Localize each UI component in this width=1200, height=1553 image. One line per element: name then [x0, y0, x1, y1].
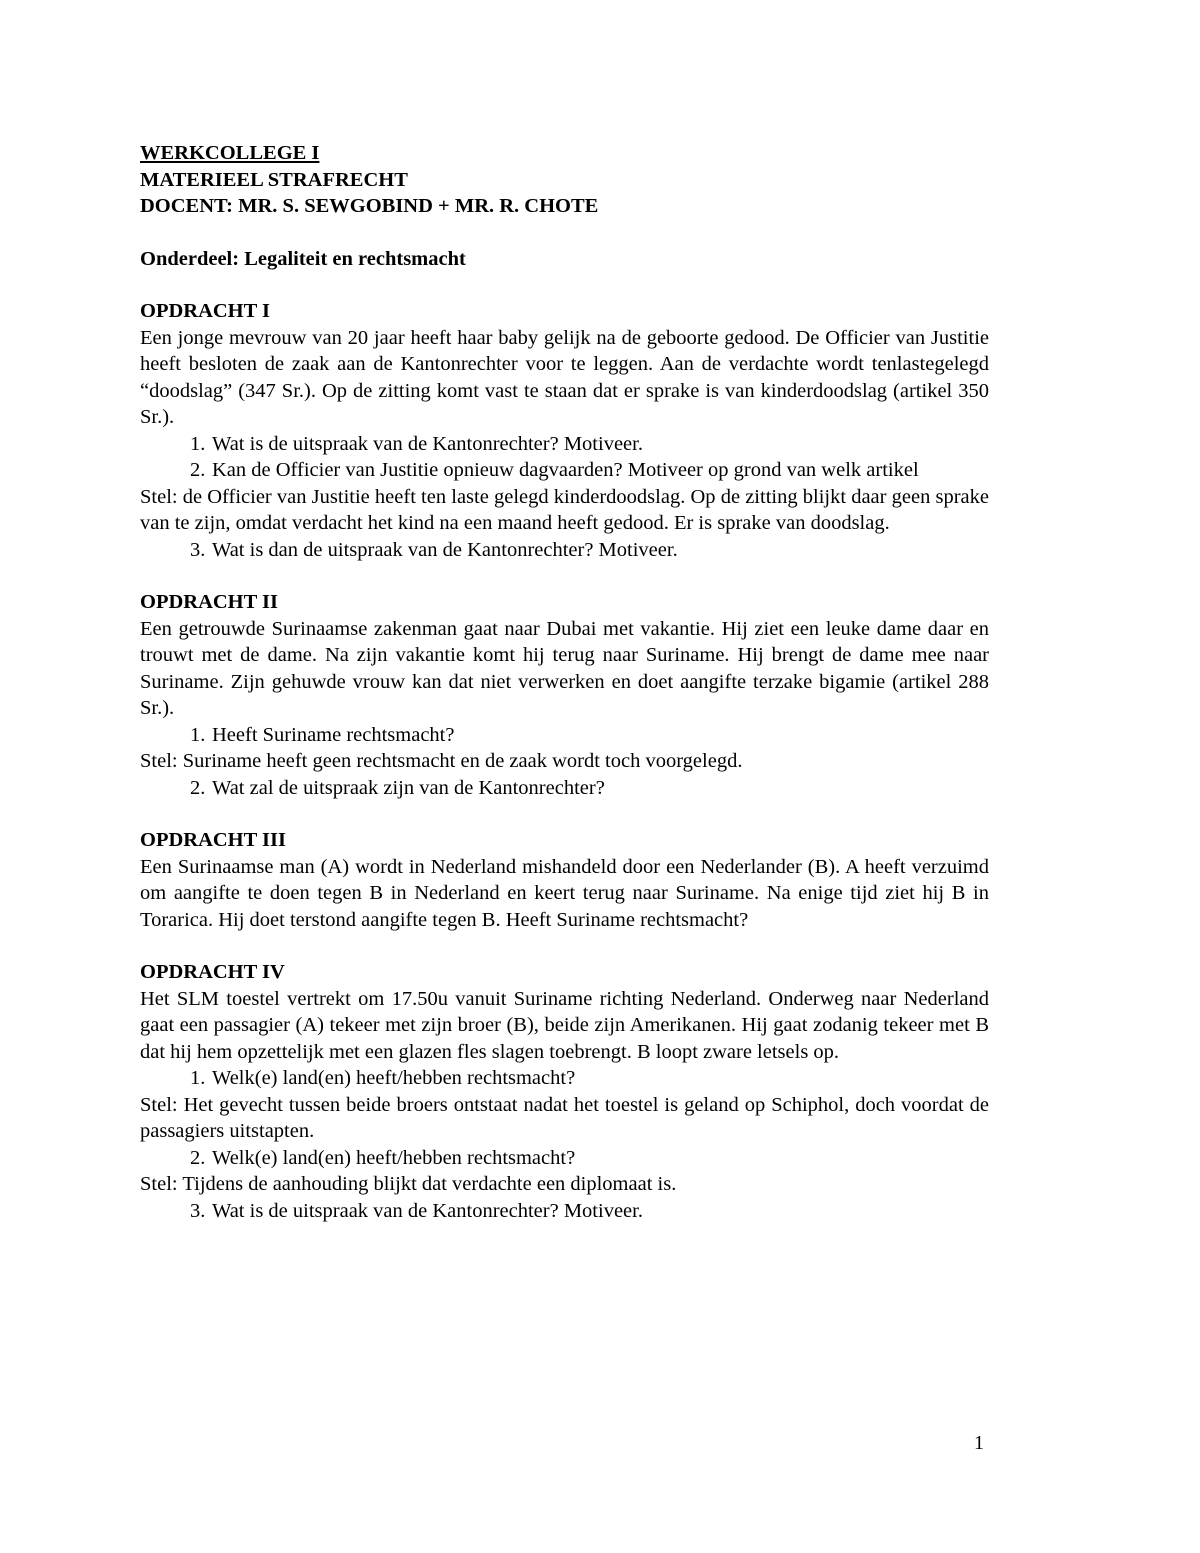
- page-number: 1: [974, 1432, 984, 1454]
- opdracht-2-stel: Stel: Suriname heeft geen rechtsmacht en de zaak wordt toch voorgelegd.: [140, 750, 743, 772]
- opdracht-4-question-1: [140, 1065, 989, 1092]
- opdracht-2-question-1: [140, 722, 989, 749]
- opdracht-4: [140, 959, 989, 1224]
- opdracht-4-intro: Het SLM toestel vertrekt om 17.50u vanuit Suriname richting Nederland. Onderweg naar Nederland gaat een passagier (A) tekeer met zijn broer (B), beide zijn Amerikanen. Hij gaat zodanig tekeer met B dat hij hem opzettelijk met een glazen fles slagen toebrengt. B loopt zware letsels op.: [140, 987, 989, 1063]
- opdracht-4-title: OPDRACHT IV: [140, 961, 285, 983]
- header-subject: MATERIEEL STRAFRECHT: [140, 168, 408, 191]
- opdracht-2-intro: Een getrouwde Surinaamse zakenman gaat naar Dubai met vakantie. Hij ziet een leuke dame daar en trouwt met de dame. Na zijn vakantie komt hij terug naar Suriname. Hij brengt de dame mee naar Suriname. Zijn gehuwde vrouw kan dat niet verwerken en doet aangifte terzake bigamie (artikel 288 Sr.).: [140, 617, 989, 719]
- question-number: 3.: [190, 538, 206, 561]
- opdracht-4-stel-2: Stel: Tijdens de aanhouding blijkt dat verdachte een diplomaat is.: [140, 1173, 677, 1195]
- question-number: 3.: [190, 1199, 206, 1222]
- question-number: 2.: [190, 776, 206, 799]
- opdracht-1-intro: Een jonge mevrouw van 20 jaar heeft haar baby gelijk na de geboorte gedood. De Officier van Justitie heeft besloten de zaak aan de Kantonrechter voor te leggen. Aan de verdachte wordt tenlastegelegd “doodslag” (347 Sr.). Op de zitting komt vast te staan dat er sprake is van kinderdoodslag (artikel 350 Sr.).: [140, 326, 989, 428]
- question-text: Wat zal de uitspraak zijn van de Kantonrechter?: [212, 776, 605, 799]
- question-text: Wat is de uitspraak van de Kantonrechter? Motiveer.: [212, 432, 643, 455]
- header-docent: DOCENT: MR. S. SEWGOBIND + MR. R. CHOTE: [140, 195, 599, 217]
- question-text: Wat is de uitspraak van de Kantonrechter? Motiveer.: [212, 1199, 643, 1222]
- opdracht-3-title: OPDRACHT III: [140, 829, 286, 851]
- question-text: Wat is dan de uitspraak van de Kantonrechter? Motiveer.: [212, 538, 678, 561]
- question-number: 1.: [190, 723, 206, 746]
- opdracht-1-question-2: [140, 457, 989, 484]
- question-text: Welk(e) land(en) heeft/hebben rechtsmacht?: [212, 1146, 576, 1169]
- opdracht-4-question-2: [140, 1145, 989, 1172]
- opdracht-1-question-3: [140, 537, 989, 564]
- opdracht-1-stel: Stel: de Officier van Justitie heeft ten laste gelegd kinderdoodslag. Op de zitting blijkt daar geen sprake van te zijn, omdat verdacht het kind na een maand heeft gedood. Er is sprake van doodslag.: [140, 485, 989, 534]
- opdracht-1: [140, 298, 989, 563]
- opdracht-1-title: OPDRACHT I: [140, 300, 271, 322]
- opdracht-4-question-3: [140, 1198, 989, 1225]
- question-number: 1.: [190, 1067, 206, 1089]
- opdracht-2-question-2: [140, 775, 989, 802]
- question-number: 1.: [190, 432, 206, 455]
- question-text: Kan de Officier van Justitie opnieuw dagvaarden? Motiveer op grond van welk artikel: [212, 459, 919, 481]
- opdracht-1-question-1: [140, 431, 989, 458]
- document-body: [140, 140, 989, 1224]
- question-number: 2.: [190, 1146, 206, 1169]
- opdracht-3-intro: Een Surinaamse man (A) wordt in Nederland mishandeld door een Nederlander (B). A heeft verzuimd om aangifte te doen tegen B in Nederland en keert terug naar Suriname. Na enige tijd ziet hij B in Torarica. Hij doet terstond aangifte tegen B. Heeft Suriname rechtsmacht?: [140, 855, 989, 931]
- opdracht-3: [140, 827, 989, 933]
- question-text: Heeft Suriname rechtsmacht?: [212, 723, 455, 746]
- opdracht-4-stel-1: Stel: Het gevecht tussen beide broers ontstaat nadat het toestel is geland op Schiphol, doch voordat de passagiers uitstapten.: [140, 1093, 989, 1142]
- opdracht-2-title: OPDRACHT II: [140, 591, 279, 613]
- question-number: 2.: [190, 459, 206, 481]
- question-text: Welk(e) land(en) heeft/hebben rechtsmacht?: [212, 1067, 576, 1089]
- opdracht-2: [140, 589, 989, 801]
- header-title: WERKCOLLEGE I: [140, 142, 320, 164]
- onderdeel-heading: Onderdeel: Legaliteit en rechtsmacht: [140, 247, 466, 270]
